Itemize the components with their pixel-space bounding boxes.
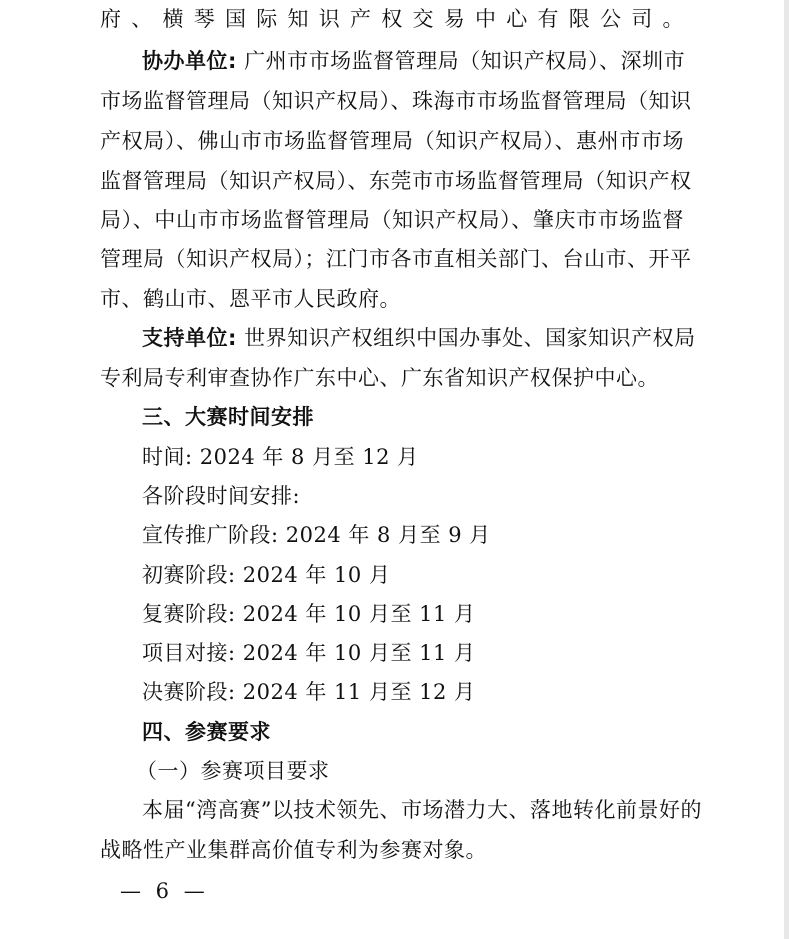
text-line: 管理局（知识产权局）；江门市各市直相关部门、台山市、开平 (100, 247, 692, 271)
text-line: 产权局）、佛山市市场监督管理局（知识产权局）、惠州市市场 (100, 129, 684, 153)
section-heading-4: 四、参赛要求 (142, 720, 271, 744)
stage-item: 项目对接: 2024 年 10 月至 11 月 (142, 641, 476, 665)
section-heading-3: 三、大赛时间安排 (142, 405, 314, 429)
co-organizer-paragraph (142, 46, 684, 76)
stage-item: 复赛阶段: 2024 年 10 月至 11 月 (142, 602, 476, 626)
subsection-heading: （一）参赛项目要求 (136, 759, 330, 783)
text-line: 广州市市场监督管理局（知识产权局）、深圳市 (244, 49, 686, 73)
time-line: 时间: 2024 年 8 月至 12 月 (142, 445, 419, 469)
stage-item: 初赛阶段: 2024 年 10 月 (142, 563, 391, 587)
text-line: 市场监督管理局（知识产权局）、珠海市市场监督管理局（知识 (100, 89, 692, 113)
supporter-paragraph (142, 323, 696, 353)
text-line: 本届“湾高赛”以技术领先、市场潜力大、落地转化前景好的 (142, 798, 702, 822)
co-organizer-label: 协办单位: (142, 49, 237, 73)
text-line: 局）、中山市市场监督管理局（知识产权局）、肇庆市市场监督 (100, 208, 684, 232)
text-line: 监督管理局（知识产权局）、东莞市市场监督管理局（知识产权 (100, 169, 692, 193)
text-line: 府、横琴国际知识产权交易中心有限公司。 (100, 7, 684, 31)
text-line: 世界知识产权组织中国办事处、国家知识产权局 (244, 326, 696, 350)
text-line: 专利局专利审查协作广东中心、广东省知识产权保护中心。 (100, 366, 659, 390)
page-number: — 6 — (120, 879, 209, 903)
page-edge-divider (784, 0, 789, 939)
text-line: 战略性产业集群高价值专利为参赛对象。 (100, 838, 487, 862)
stage-item: 决赛阶段: 2024 年 11 月至 12 月 (142, 680, 476, 704)
text-line: 市、鹤山市、恩平市人民政府。 (100, 287, 401, 311)
stage-item: 宣传推广阶段: 2024 年 8 月至 9 月 (142, 523, 491, 547)
supporter-label: 支持单位: (142, 326, 237, 350)
stages-title: 各阶段时间安排: (142, 484, 301, 508)
